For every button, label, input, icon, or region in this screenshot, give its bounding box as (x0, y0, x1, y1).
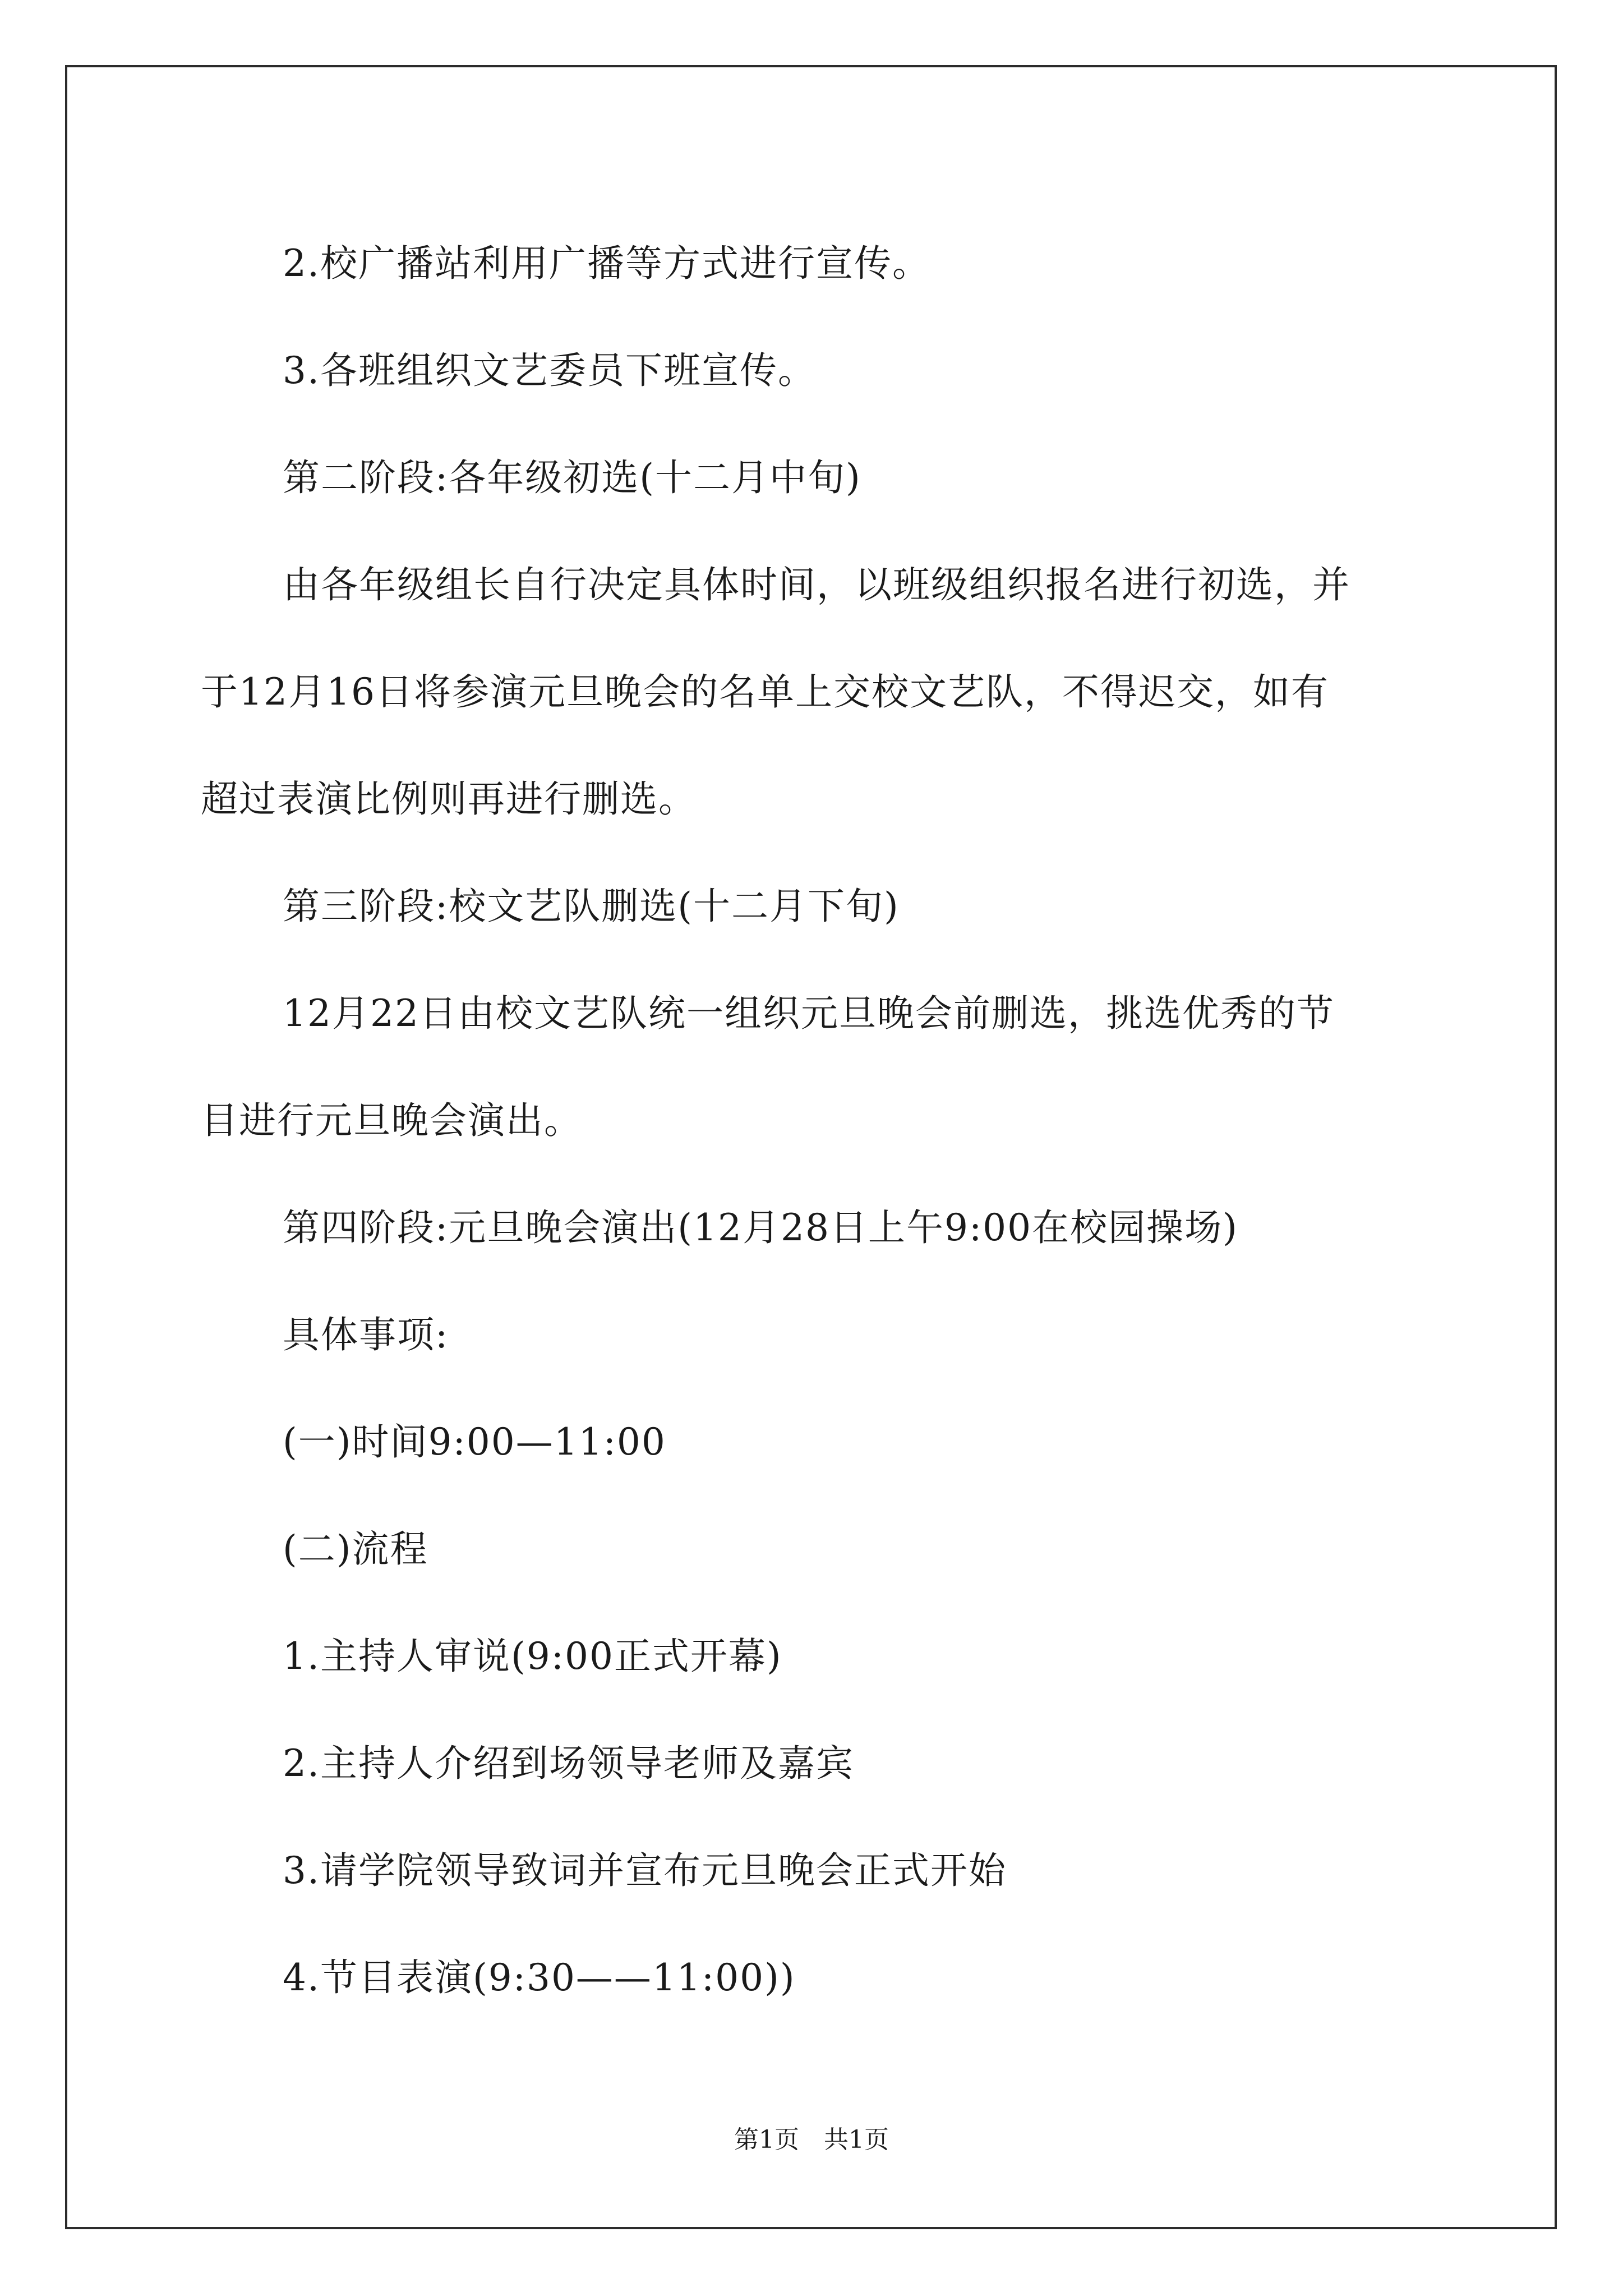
page-number-footer: 第1页 共1页 (734, 2125, 889, 2154)
paragraph: 第四阶段:元旦晚会演出(12月28日上午9:00在校园操场) (283, 1206, 1238, 1249)
paragraph: 3.各班组织文艺委员下班宣传。 (283, 349, 816, 392)
paragraph: 第二阶段:各年级初选(十二月中旬) (283, 456, 861, 499)
paragraph-continuation: 于12月16日将参演元旦晚会的名单上交校文艺队，不得迟交，如有 (201, 670, 1329, 714)
paragraph: (一)时间9:00—11:00 (283, 1420, 666, 1464)
paragraph-continuation: 目进行元旦晚会演出。 (201, 1099, 582, 1142)
paragraph: 4.节目表演(9:30——11:00)) (283, 1956, 796, 1999)
paragraph: 由各年级组长自行决定具体时间，以班级组织报名进行初选，并 (283, 563, 1350, 606)
paragraph-continuation: 超过表演比例则再进行删选。 (201, 777, 697, 821)
paragraph: 第三阶段:校文艺队删选(十二月下旬) (283, 885, 900, 928)
paragraph: 2.主持人介绍到场领导老师及嘉宾 (283, 1742, 854, 1785)
paragraph: 12月22日由校文艺队统一组织元旦晚会前删选，挑选优秀的节 (283, 992, 1335, 1035)
paragraph: 3.请学院领导致词并宣布元旦晚会正式开始 (283, 1849, 1007, 1892)
paragraph: 1.主持人审说(9:00正式开幕) (283, 1635, 782, 1678)
paragraph: 具体事项: (283, 1313, 449, 1356)
paragraph: (二)流程 (283, 1527, 428, 1571)
paragraph: 2.校广播站利用广播等方式进行宣传。 (283, 242, 930, 285)
document-body (201, 210, 1423, 2031)
